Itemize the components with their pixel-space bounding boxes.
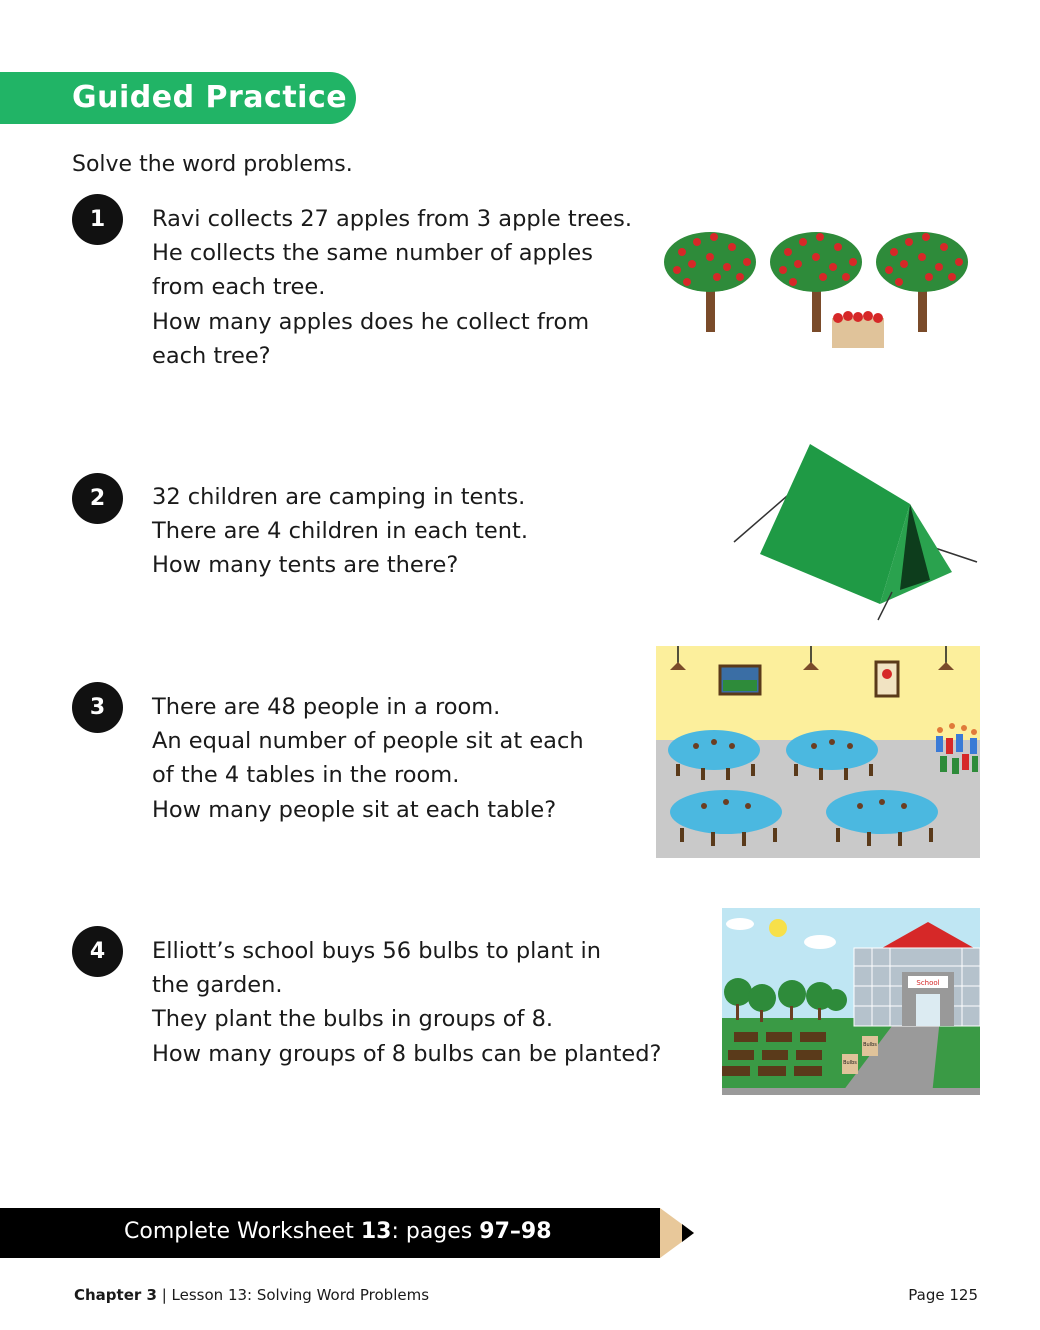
pencil-tip-icon [660, 1208, 700, 1258]
apple-tree [876, 232, 968, 332]
tent-illustration [732, 442, 982, 624]
problem-line: Ravi collects 27 apples from 3 apple trees. [152, 206, 633, 232]
problem-number-badge: 2 [72, 473, 123, 524]
bulb-box-label: Bulbs [843, 1060, 857, 1066]
separator: | [156, 1286, 172, 1304]
problem-number-badge: 4 [72, 926, 123, 977]
problem-line: 32 children are camping in tents. [152, 484, 526, 510]
problem-line: An equal number of people sit at each [152, 728, 584, 755]
section-banner [0, 72, 356, 124]
problem-line: each tree? [152, 342, 271, 369]
apple-trees-illustration [662, 222, 982, 350]
problem-line: How many tents are there? [152, 552, 459, 579]
problem-line: How many groups of 8 bulbs can be planted? [152, 1040, 662, 1067]
problem-line: of the 4 tables in the room. [152, 762, 460, 789]
problem-line: There are 48 people in a room. [152, 694, 501, 720]
problem-line: How many apples does he collect from [152, 308, 590, 335]
instruction-text: Solve the word problems. [72, 152, 353, 177]
problem-number-badge: 1 [72, 194, 123, 245]
school-sign: School [916, 979, 940, 987]
chapter-lesson [74, 1286, 429, 1304]
problem-1-text [152, 202, 632, 373]
pages-prefix: : pages [391, 1219, 480, 1244]
problem-line: There are 4 children in each tent. [152, 518, 529, 545]
worksheet-reference [124, 1219, 552, 1244]
worksheet-number: 13 [360, 1219, 392, 1244]
problem-line: Elliott’s school buys 56 bulbs to plant in [152, 938, 601, 964]
worksheet-pages: 97–98 [479, 1219, 552, 1244]
problem-4-text [152, 934, 661, 1071]
chapter-label: Chapter 3 [74, 1286, 157, 1304]
problem-line: How many people sit at each table? [152, 796, 557, 823]
lesson-label: Lesson 13: Solving Word Problems [171, 1286, 430, 1304]
problem-line: the garden. [152, 972, 283, 999]
apple-basket [832, 311, 884, 348]
problem-line: They plant the bulbs in groups of 8. [152, 1006, 554, 1033]
problem-3-text [152, 690, 584, 827]
problem-number-badge: 3 [72, 682, 123, 733]
apple-tree [664, 232, 756, 332]
school-garden-illustration [722, 908, 980, 1095]
section-title: Guided Practice [72, 80, 348, 115]
problem-2-text [152, 480, 528, 583]
worksheet-prefix: Complete Worksheet [124, 1219, 361, 1244]
problem-line: He collects the same number of apples [152, 240, 593, 267]
room-tables-illustration [656, 646, 980, 858]
page-number: Page 125 [908, 1286, 978, 1304]
problem-line: from each tree. [152, 274, 326, 301]
bulb-box-label: Bulbs [863, 1042, 877, 1048]
